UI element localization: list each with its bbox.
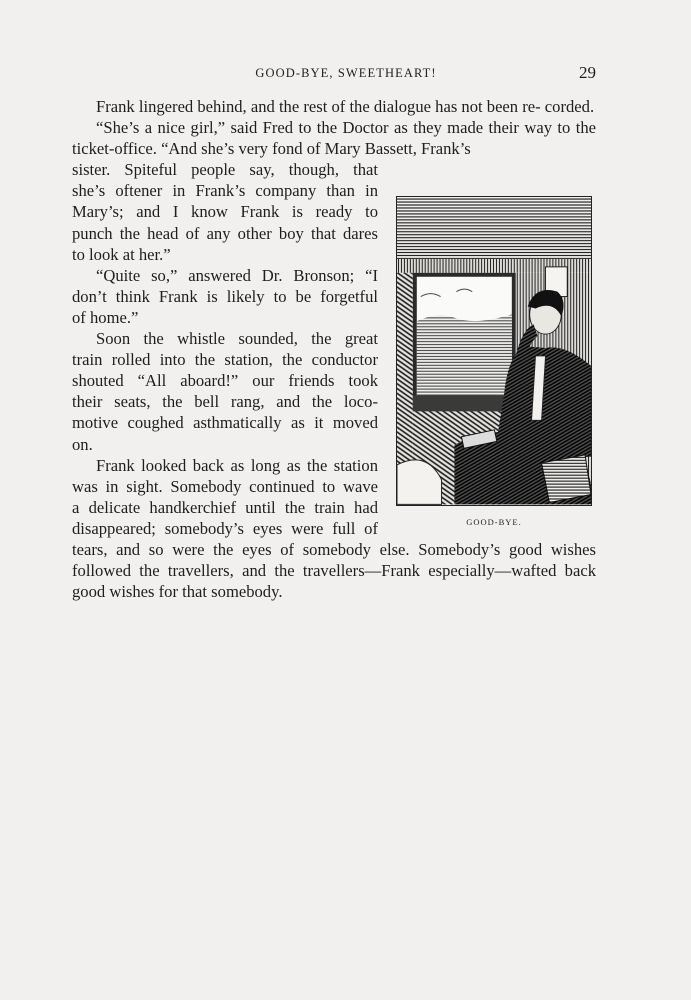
text-line: she’s oftener in Frank’s company than in [72, 181, 378, 201]
engraving-illustration [396, 196, 592, 506]
text-line: disappeared; somebody’s eyes were full of [72, 518, 378, 538]
train-window-engraving [396, 196, 592, 506]
wrapped-column [72, 159, 378, 539]
text-line: train rolled into the station, the conductor [72, 350, 378, 370]
text-line: on. [72, 434, 93, 454]
paragraph-5-full-width: tears, and so were the eyes of somebody else. Somebody’s good wishes followed the travellers, and the travellers—Frank especially—wafted back good wishes for that somebody. [72, 539, 596, 602]
text-line: sister. Spiteful people say, though, that [72, 160, 378, 180]
text-line: motive coughed asthmatically as it moved [72, 413, 378, 433]
page-number: 29 [579, 63, 596, 82]
text-line: their seats, the bell rang, and the loco- [72, 392, 378, 412]
paragraph-2 [72, 117, 596, 159]
text-line: don’t think Frank is likely to be forgetful [72, 286, 378, 306]
text-line: of home.” [72, 307, 139, 327]
text-line: was in sight. Somebody continued to wave [72, 476, 378, 496]
text-line: punch the head of any other boy that dares [72, 223, 378, 243]
text-line: Soon the whistle sounded, the great [96, 329, 378, 349]
paragraph-1: Frank lingered behind, and the rest of the dialogue has not been re- corded. [96, 97, 595, 116]
figure-caption: GOOD-BYE. [466, 517, 522, 527]
text-line: “Quite so,” answered Dr. Bronson; “I [96, 265, 378, 285]
text-line: a delicate handkerchief until the train had [72, 497, 378, 517]
text-line: Frank looked back as long as the station [96, 455, 378, 475]
paragraph-2-full-width: “She’s a nice girl,” said Fred to the Doctor as they made their way to the ticket-office. “And she’s very fond of Mary Bassett, Frank’s [72, 118, 596, 159]
text-line: shouted “All aboard!” our friends took [72, 371, 378, 391]
page-header [96, 64, 596, 84]
running-title: GOOD-BYE, SWEETHEART! [255, 66, 437, 80]
text-line: to look at her.” [72, 244, 171, 264]
text-line: Mary’s; and I know Frank is ready to [72, 202, 378, 222]
